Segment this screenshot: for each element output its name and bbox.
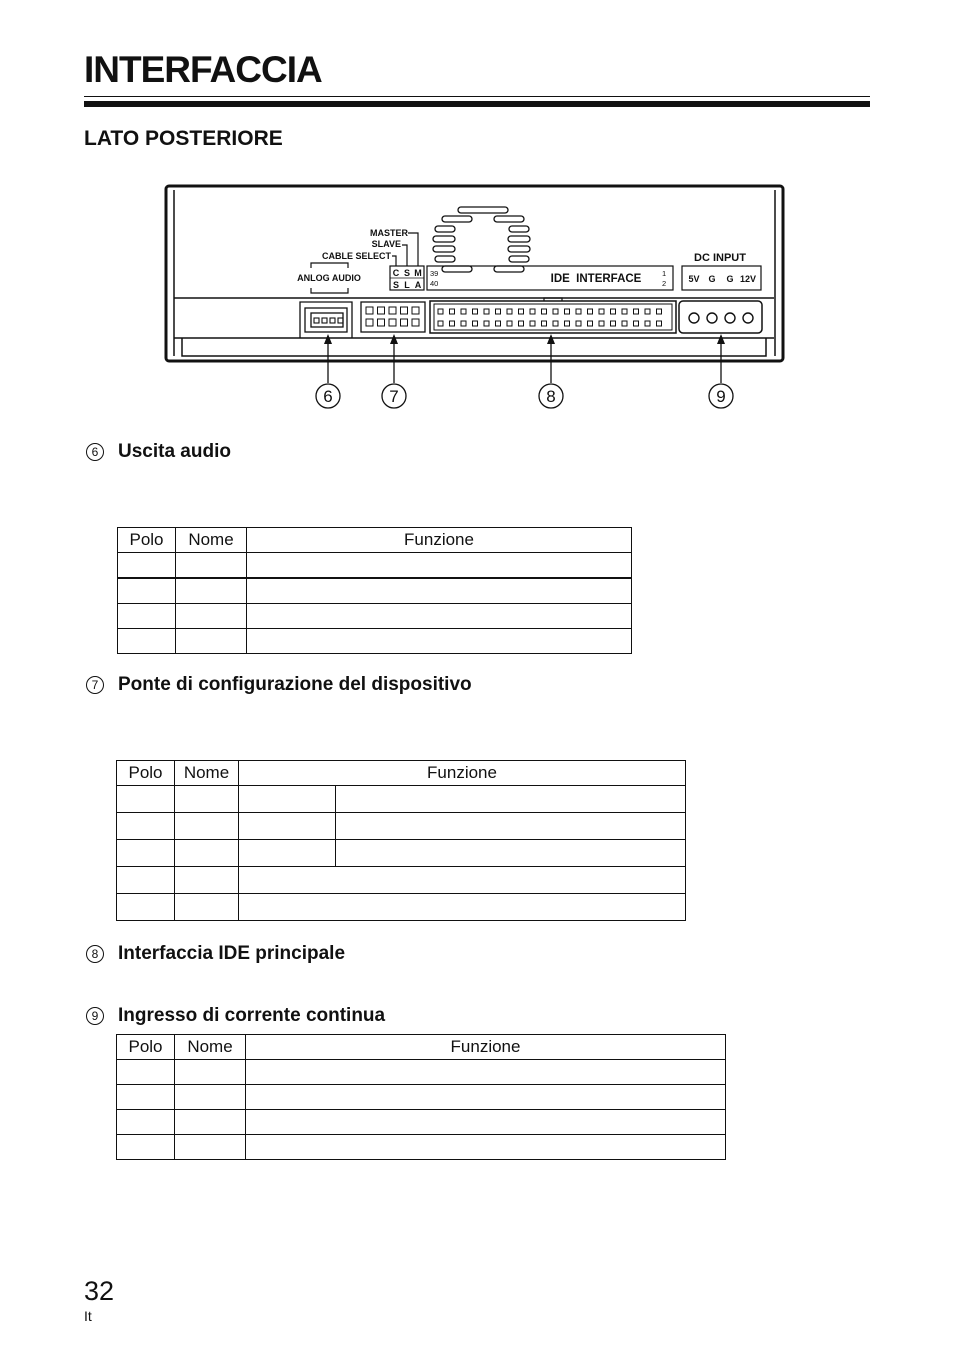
power-pin-4: 12V (739, 274, 757, 284)
col-nome: Nome (175, 761, 239, 786)
ide-pin (484, 309, 489, 314)
ide-pin (542, 309, 547, 314)
table-row (118, 629, 632, 654)
col-nome: Nome (175, 1035, 246, 1060)
ide-pin (530, 321, 535, 326)
col-polo: Polo (117, 1035, 175, 1060)
section-7-number: 7 (86, 676, 104, 694)
ide-pin (484, 321, 489, 326)
jumper-pin (401, 307, 408, 314)
ide-pin (611, 309, 616, 314)
col-funzione: Funzione (246, 1035, 726, 1060)
power-connector (679, 301, 762, 333)
ide-pin (622, 309, 627, 314)
ide-pin-2: 2 (662, 279, 667, 288)
section-6-title: Uscita audio (118, 441, 231, 462)
dc-input-table (116, 1034, 726, 1160)
page-language: It (84, 1308, 92, 1324)
callout-8-number: 8 (546, 387, 556, 406)
ide-pin (565, 309, 570, 314)
ide-pin (461, 309, 466, 314)
jumper-pin (366, 319, 373, 326)
power-pin-2: G (708, 274, 716, 284)
section-6-number: 6 (86, 443, 104, 461)
table-row (117, 786, 686, 813)
label-ide-interface: IDE INTERFACE (550, 273, 642, 285)
section-7-heading (86, 673, 472, 697)
power-pin-1: 5V (688, 274, 700, 284)
jumper-bottom-2: L (404, 280, 410, 290)
jumper-top-2: S (403, 268, 411, 278)
ide-pin (461, 321, 466, 326)
col-polo: Polo (117, 761, 175, 786)
ide-pin (542, 321, 547, 326)
ide-pin (438, 321, 443, 326)
ide-pin (657, 321, 662, 326)
ide-pin (530, 309, 535, 314)
col-nome: Nome (176, 528, 247, 553)
ide-pin (622, 321, 627, 326)
section-6-heading (86, 440, 231, 464)
label-cable-select: CABLE SELECT (321, 251, 391, 261)
ide-pin (496, 321, 501, 326)
section-8-number: 8 (86, 945, 104, 963)
callout-9-number: 9 (716, 387, 726, 406)
table-row (118, 578, 632, 604)
page-title: INTERFACCIA (84, 49, 322, 90)
callout-7-number: 7 (389, 387, 399, 406)
ide-pin (599, 321, 604, 326)
ide-pin (588, 309, 593, 314)
jumper-pin (366, 307, 373, 314)
ide-pin (519, 309, 524, 314)
ide-pin (645, 309, 650, 314)
jumper-bottom-3: A (414, 280, 422, 290)
label-dc-input: DC INPUT (694, 252, 746, 264)
vent-slots (433, 207, 530, 272)
label-master: MASTER (370, 228, 408, 238)
col-funzione: Funzione (239, 761, 686, 786)
label-analog-audio: ANLOG AUDIO (297, 273, 361, 283)
table-row (117, 894, 686, 921)
ide-pin (634, 321, 639, 326)
ide-pin (450, 309, 455, 314)
ide-pin (576, 309, 581, 314)
ide-pin (473, 321, 478, 326)
jumper-pin (389, 307, 396, 314)
table-row (117, 813, 686, 840)
table-row (117, 867, 686, 894)
section-9-heading (86, 1004, 385, 1028)
ide-pin (507, 309, 512, 314)
ide-pin (645, 321, 650, 326)
section-8-title: Interfaccia IDE principale (118, 943, 346, 964)
jumper-bottom-1: S (392, 280, 400, 290)
table-row (117, 1135, 726, 1160)
jumper-pin (401, 319, 408, 326)
table-row (117, 840, 686, 867)
table-row (117, 1060, 726, 1085)
power-pin-3: G (726, 274, 734, 284)
jumper-pin (389, 319, 396, 326)
section-subtitle: LATO POSTERIORE (84, 127, 283, 150)
ide-pin (553, 309, 558, 314)
ide-pin (657, 309, 662, 314)
ide-pin-1: 1 (662, 269, 667, 278)
ide-pin (496, 309, 501, 314)
jumper-pin (378, 307, 385, 314)
ide-pin (450, 321, 455, 326)
rear-panel-diagram (0, 0, 954, 420)
table-row (118, 553, 632, 579)
ide-pin (576, 321, 581, 326)
col-polo: Polo (118, 528, 176, 553)
ide-connector (430, 301, 676, 333)
callout-6-number: 6 (323, 387, 333, 406)
audio-output-table (117, 527, 632, 654)
table-row (118, 604, 632, 629)
ide-pin (519, 321, 524, 326)
section-9-title: Ingresso di corrente continua (118, 1005, 386, 1026)
ide-pin (634, 309, 639, 314)
jumper-pin (412, 319, 419, 326)
ide-pin (507, 321, 512, 326)
ide-pin-40: 40 (430, 279, 439, 288)
ide-pin (473, 309, 478, 314)
jumper-top-3: M (414, 268, 422, 278)
section-9-number: 9 (86, 1007, 104, 1025)
ide-pin (553, 321, 558, 326)
ide-pin (438, 309, 443, 314)
jumper-pin (412, 307, 419, 314)
jumper-top-1: C (392, 268, 400, 278)
jumper-pin (378, 319, 385, 326)
table-row (117, 1110, 726, 1135)
page-number: 32 (84, 1276, 115, 1306)
ide-pin (565, 321, 570, 326)
section-8-heading (86, 942, 345, 966)
label-slave: SLAVE (371, 239, 401, 249)
ide-pin (611, 321, 616, 326)
table-row (117, 1085, 726, 1110)
col-funzione: Funzione (247, 528, 632, 553)
ide-pin (588, 321, 593, 326)
jumper-config-table (116, 760, 686, 921)
ide-pin-39: 39 (430, 269, 439, 278)
ide-pin (599, 309, 604, 314)
section-7-title: Ponte di configurazione del dispositivo (118, 674, 472, 695)
